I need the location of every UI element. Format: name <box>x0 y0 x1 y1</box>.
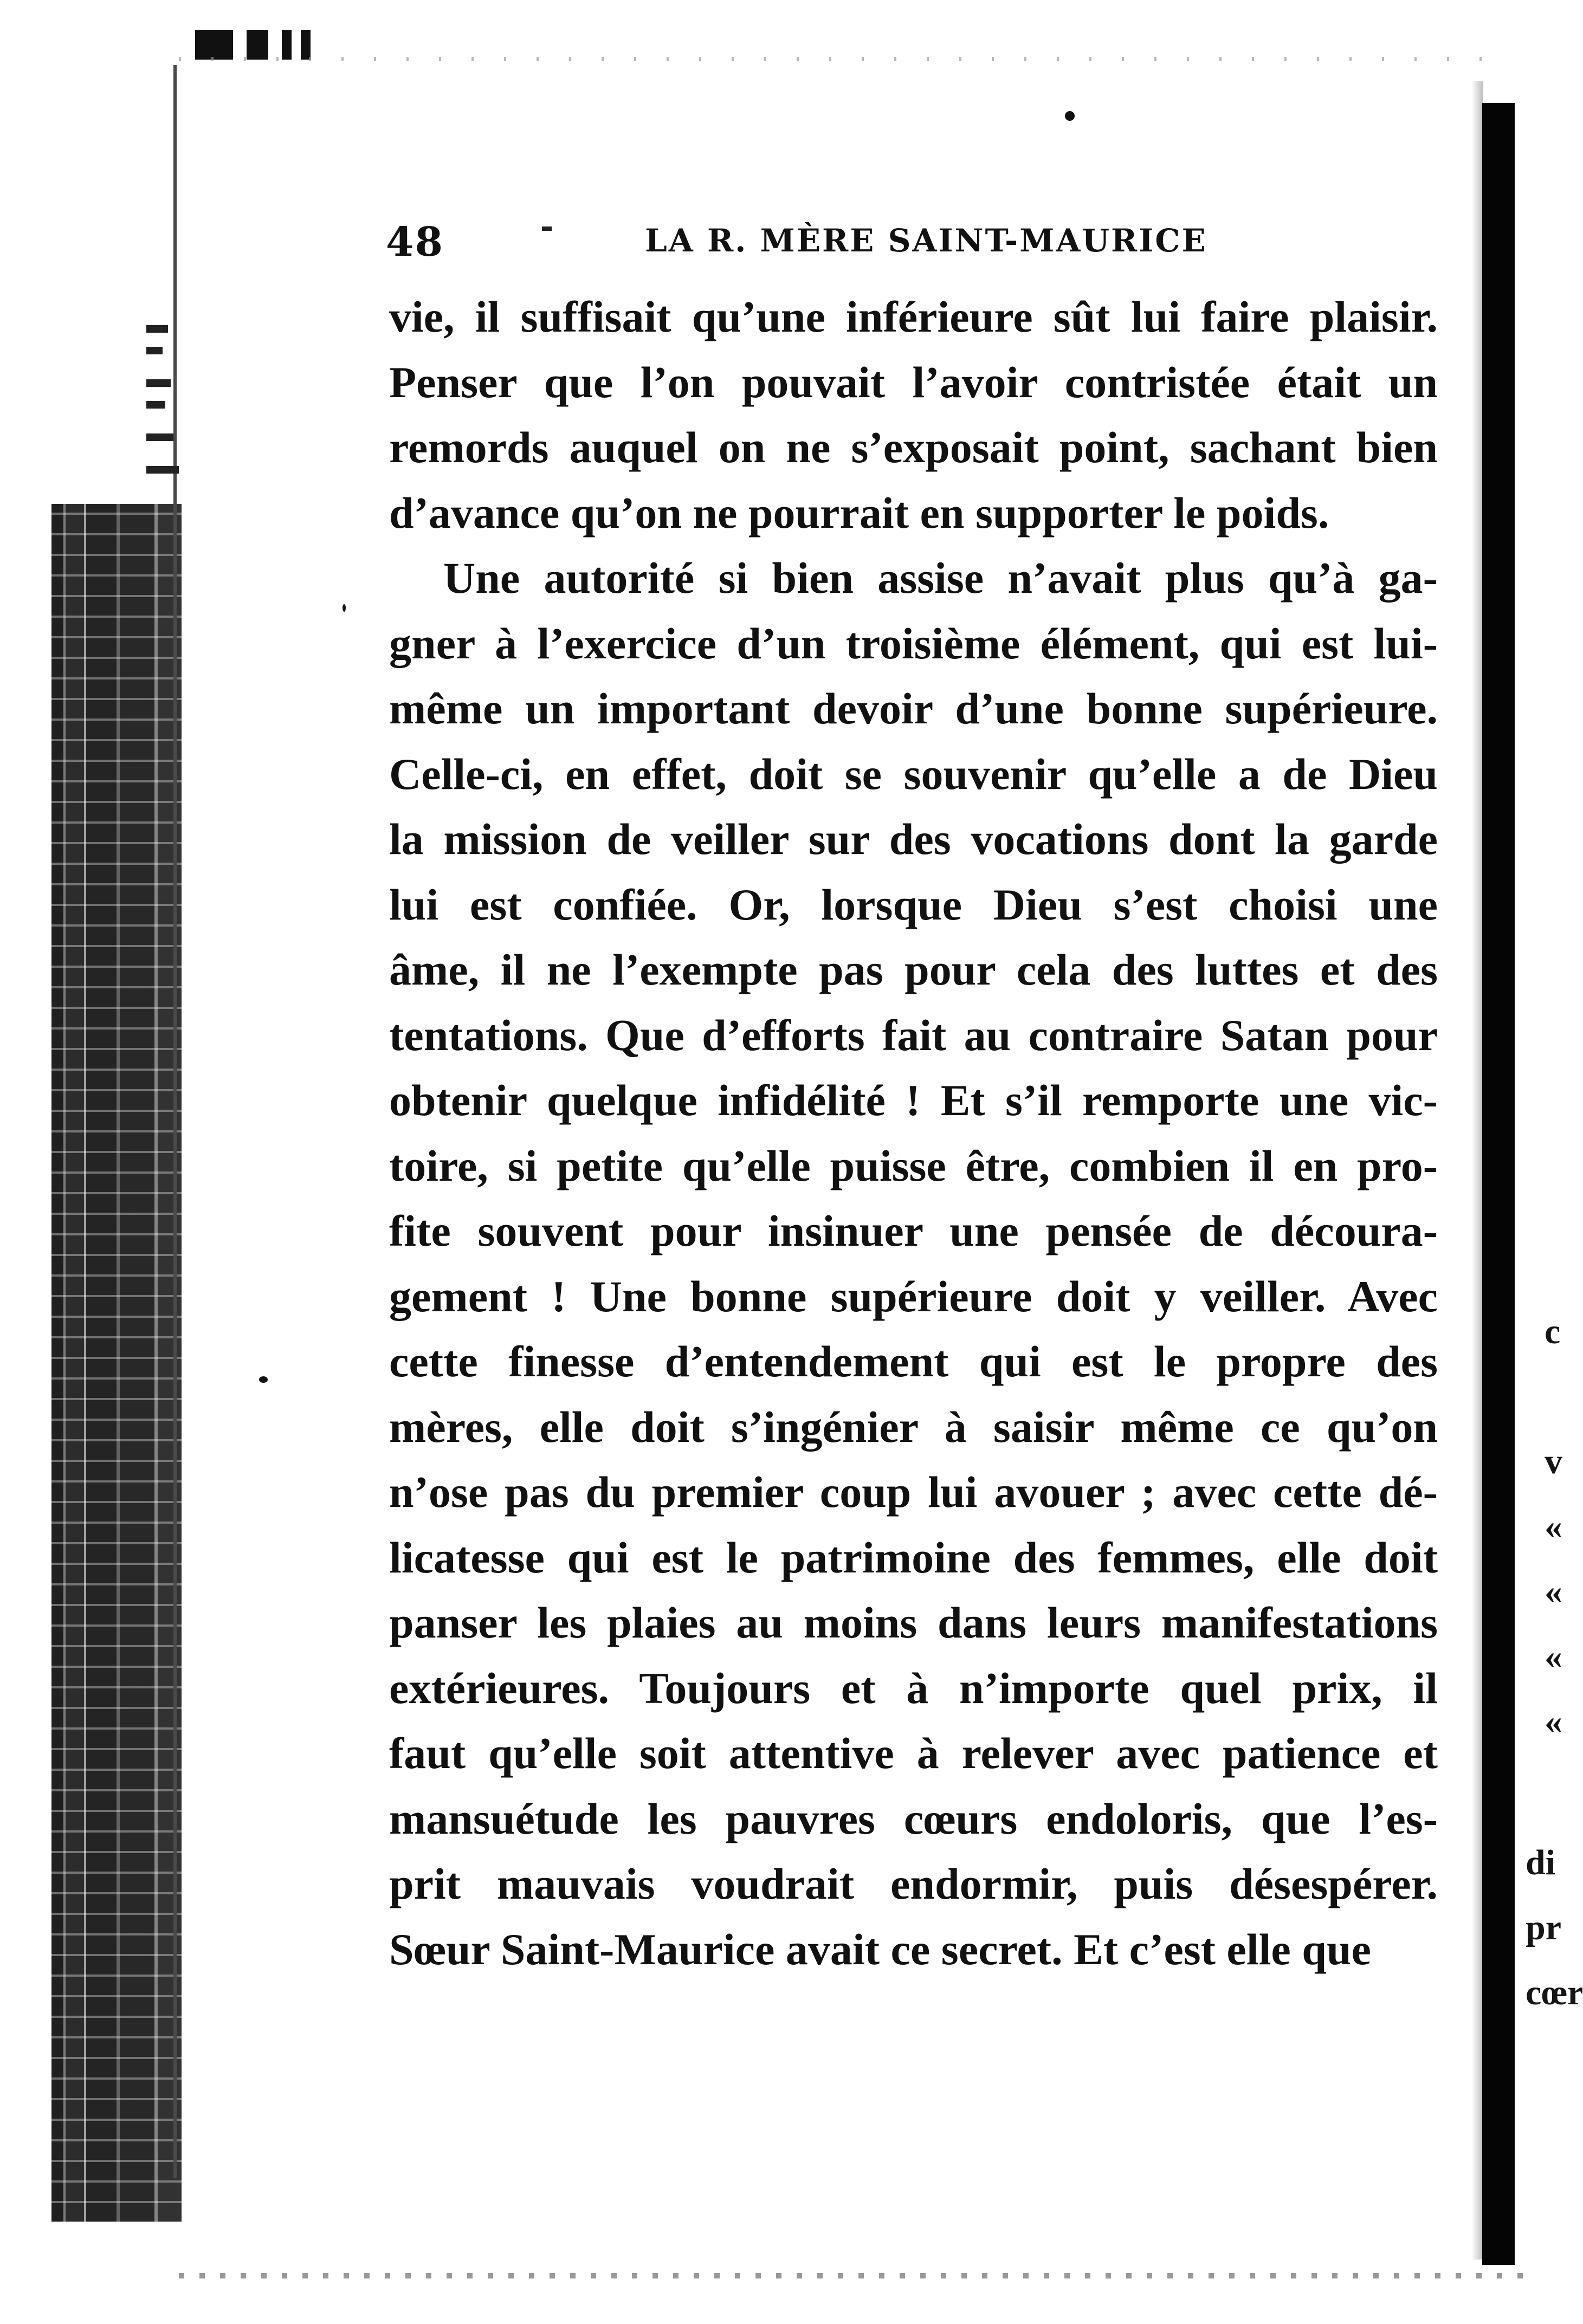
text-line: cette finesse d’entendement qui est le propre des <box>389 1337 1438 1386</box>
margin-fragment: v <box>1545 1442 1562 1481</box>
margin-fragment: cœr <box>1526 1973 1583 2012</box>
text-line: même un important devoir d’une bonne supérieure. <box>389 684 1438 733</box>
right-binding-bar <box>1482 103 1515 2265</box>
text-line: obtenir quelque infidélité ! Et s’il remporte une vic- <box>389 1076 1438 1125</box>
margin-fragment: « <box>1545 1507 1562 1546</box>
ink-speck <box>259 1376 268 1383</box>
text-line: fite souvent pour insinuer une pensée de découra- <box>389 1206 1438 1255</box>
top-scan-noise <box>179 57 1490 61</box>
running-title: LA R. MÈRE SAINT-MAURICE <box>645 222 1207 259</box>
text-line: la mission de veiller sur des vocations dont la garde <box>389 814 1438 864</box>
margin-fragment: pr <box>1526 1908 1561 1947</box>
text-line: mansuétude les pauvres cœurs endoloris, que l’es- <box>389 1794 1438 1843</box>
text-line: mères, elle doit s’ingénier à saisir même ce qu’on <box>389 1402 1438 1452</box>
text-line: Sœur Saint-Maurice avait ce secret. Et c’est elle que <box>389 1924 1371 1974</box>
text-line: licatesse qui est le patrimoine des femmes, elle doit <box>389 1532 1438 1582</box>
ink-speck <box>1065 111 1075 121</box>
page-number: 48 <box>386 219 444 266</box>
text-line: n’ose pas du premier coup lui avouer ; avec cette dé- <box>389 1467 1438 1517</box>
text-line: toire, si petite qu’elle puisse être, combien il en pro- <box>389 1141 1438 1190</box>
margin-fragment: « <box>1545 1637 1562 1676</box>
header-dash <box>542 226 552 231</box>
text-line: vie, il suffisait qu’une inférieure sût lui faire plaisir. <box>389 292 1438 341</box>
text-line: extérieures. Toujours et à n’importe quel prix, il <box>389 1663 1438 1713</box>
text-line: prit mauvais voudrait endormir, puis désespérer. <box>389 1859 1438 1908</box>
text-line: Une autorité si bien assise n’avait plus qu’à ga- <box>443 553 1438 603</box>
text-line: remords auquel on ne s’exposait point, sachant bien <box>389 423 1438 472</box>
text-line: Penser que l’on pouvait l’avoir contristée était un <box>389 357 1438 407</box>
margin-fragment: di <box>1526 1843 1556 1882</box>
text-line: panser les plaies au moins dans leurs manifestations <box>389 1598 1438 1647</box>
running-header <box>379 217 1246 266</box>
text-line: gement ! Une bonne supérieure doit y veiller. Avec <box>389 1271 1438 1321</box>
bottom-scan-noise <box>179 2273 1523 2278</box>
text-line: lui est confiée. Or, lorsque Dieu s’est choisi une <box>389 879 1438 929</box>
margin-fragment: « <box>1545 1702 1562 1742</box>
text-line: d’avance qu’on ne pourrait en supporter le poids. <box>389 488 1329 538</box>
text-line: faut qu’elle soit attentive à relever avec patience et <box>389 1729 1438 1778</box>
right-page-edge-shadow <box>1471 81 1483 2260</box>
ink-speck <box>343 604 346 612</box>
text-line: gner à l’exercice d’un troisième élément, qui est lui- <box>389 618 1438 668</box>
text-line: âme, il ne l’exempte pas pour cela des luttes et des <box>389 945 1438 994</box>
margin-fragment: c <box>1545 1312 1561 1351</box>
body-text <box>389 284 1438 1982</box>
text-line: Celle-ci, en effet, doit se souvenir qu’elle a de Dieu <box>389 749 1438 799</box>
left-page-edge <box>173 65 177 2178</box>
left-binding-texture <box>51 504 182 2222</box>
text-line: tentations. Que d’efforts fait au contraire Satan pour <box>389 1010 1438 1060</box>
margin-fragment: « <box>1545 1572 1562 1611</box>
